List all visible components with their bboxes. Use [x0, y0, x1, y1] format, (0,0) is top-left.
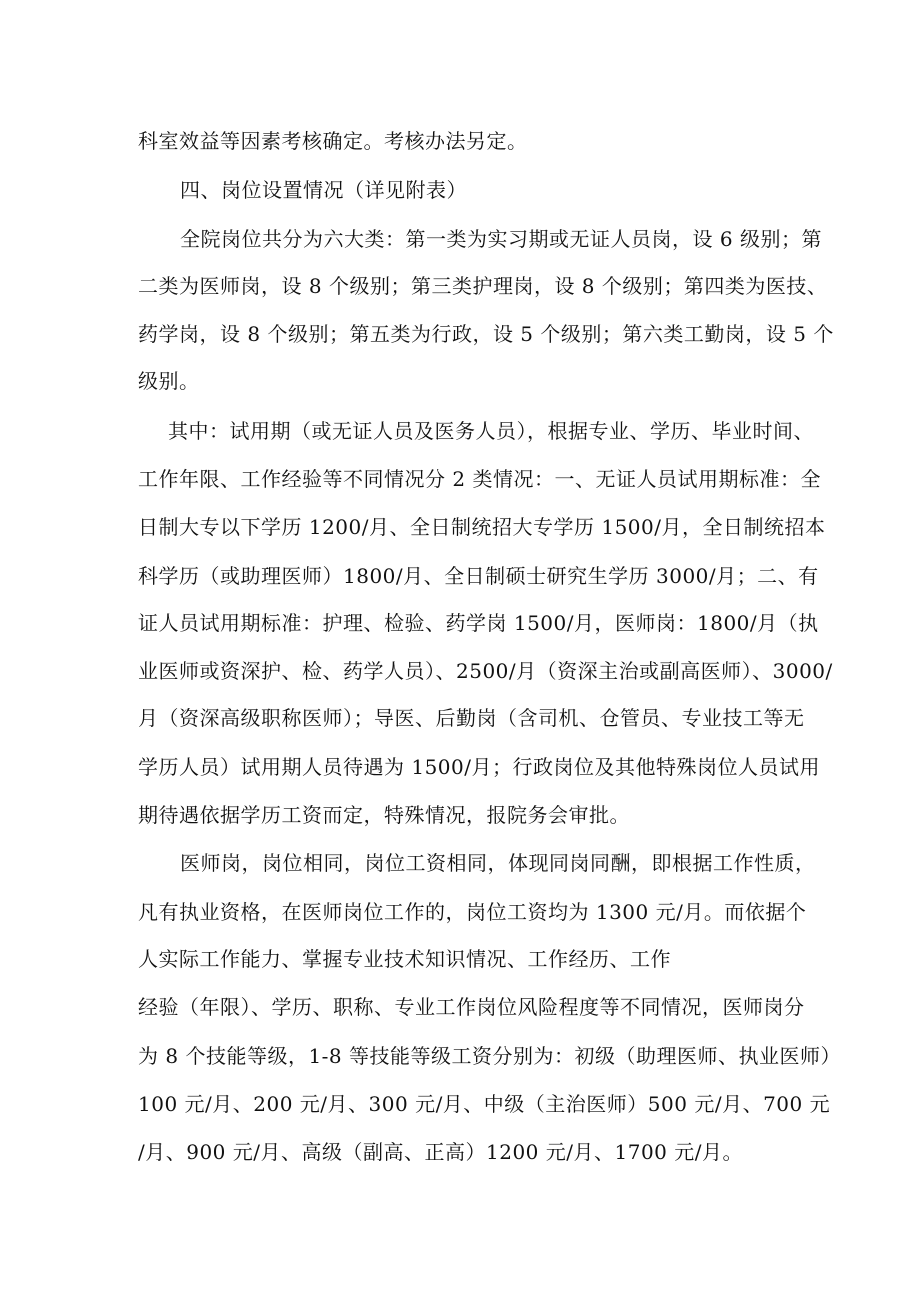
text-line-8: 工作年限、工作经验等不同情况分 2 类情况：一、无证人员试用期标准：全 [138, 467, 821, 491]
text-line-19: 经验（年限）、学历、职称、专业工作岗位风险程度等不同情况，医师岗分 [138, 995, 805, 1019]
text-line-14: 学历人员）试用期人员待遇为 1500/月；行政岗位及其他特殊岗位人员试用 [138, 755, 820, 779]
text-line-12: 业医师或资深护、检、药学人员）、2500/月（资深主治或副高医师）、3000/ [138, 659, 833, 683]
text-line-4: 二类为医师岗，设 8 个级别；第三类护理岗，设 8 个级别；第四类为医技、 [138, 274, 828, 298]
text-line-16: 医师岗，岗位相同，岗位工资相同，体现同岗同酬，即根据工作性质， [180, 851, 816, 875]
text-line-11: 证人员试用期标准：护理、检验、药学岗 1500/月，医师岗：1800/月（执 [138, 611, 819, 635]
text-line-13: 月（资深高级职称医师）；导医、后勤岗（含司机、仓管员、专业技工等无 [138, 706, 805, 730]
text-line-3: 全院岗位共分为六大类：第一类为实习期或无证人员岗，设 6 级别；第 [180, 227, 822, 251]
section-heading: 四、岗位设置情况（详见附表） [180, 178, 467, 202]
text-line-21: 100 元/月、200 元/月、300 元/月、中级（主治医师）500 元/月、700 元 [138, 1092, 831, 1116]
text-line-5: 药学岗，设 8 个级别；第五类为行政，设 5 个级别；第六类工勤岗，设 5 个 [138, 322, 834, 346]
text-line-7: 其中：试用期（或无证人员及医务人员），根据专业、学历、毕业时间、 [168, 419, 814, 443]
text-line-6: 级别。 [138, 369, 200, 393]
text-line-20: 为 8 个技能等级，1-8 等技能等级工资分别为：初级（助理医师、执业医师） [138, 1044, 842, 1068]
text-line-22: /月、900 元/月、高级（副高、正高）1200 元/月、1700 元/月。 [138, 1140, 743, 1164]
text-line-1: 科室效益等因素考核确定。考核办法另定。 [138, 129, 528, 153]
text-line-17: 凡有执业资格，在医师岗位工作的，岗位工资均为 1300 元/月。而依据个 [138, 900, 807, 924]
text-line-15: 期待遇依据学历工资而定，特殊情况，报院务会审批。 [138, 803, 630, 827]
text-line-9: 日制大专以下学历 1200/月、全日制统招大专学历 1500/月，全日制统招本 [138, 515, 826, 539]
text-line-10: 科学历（或助理医师）1800/月、全日制硕士研究生学历 3000/月；二、有 [138, 564, 819, 588]
text-line-18: 人实际工作能力、掌握专业技术知识情况、工作经历、工作 [138, 947, 671, 971]
